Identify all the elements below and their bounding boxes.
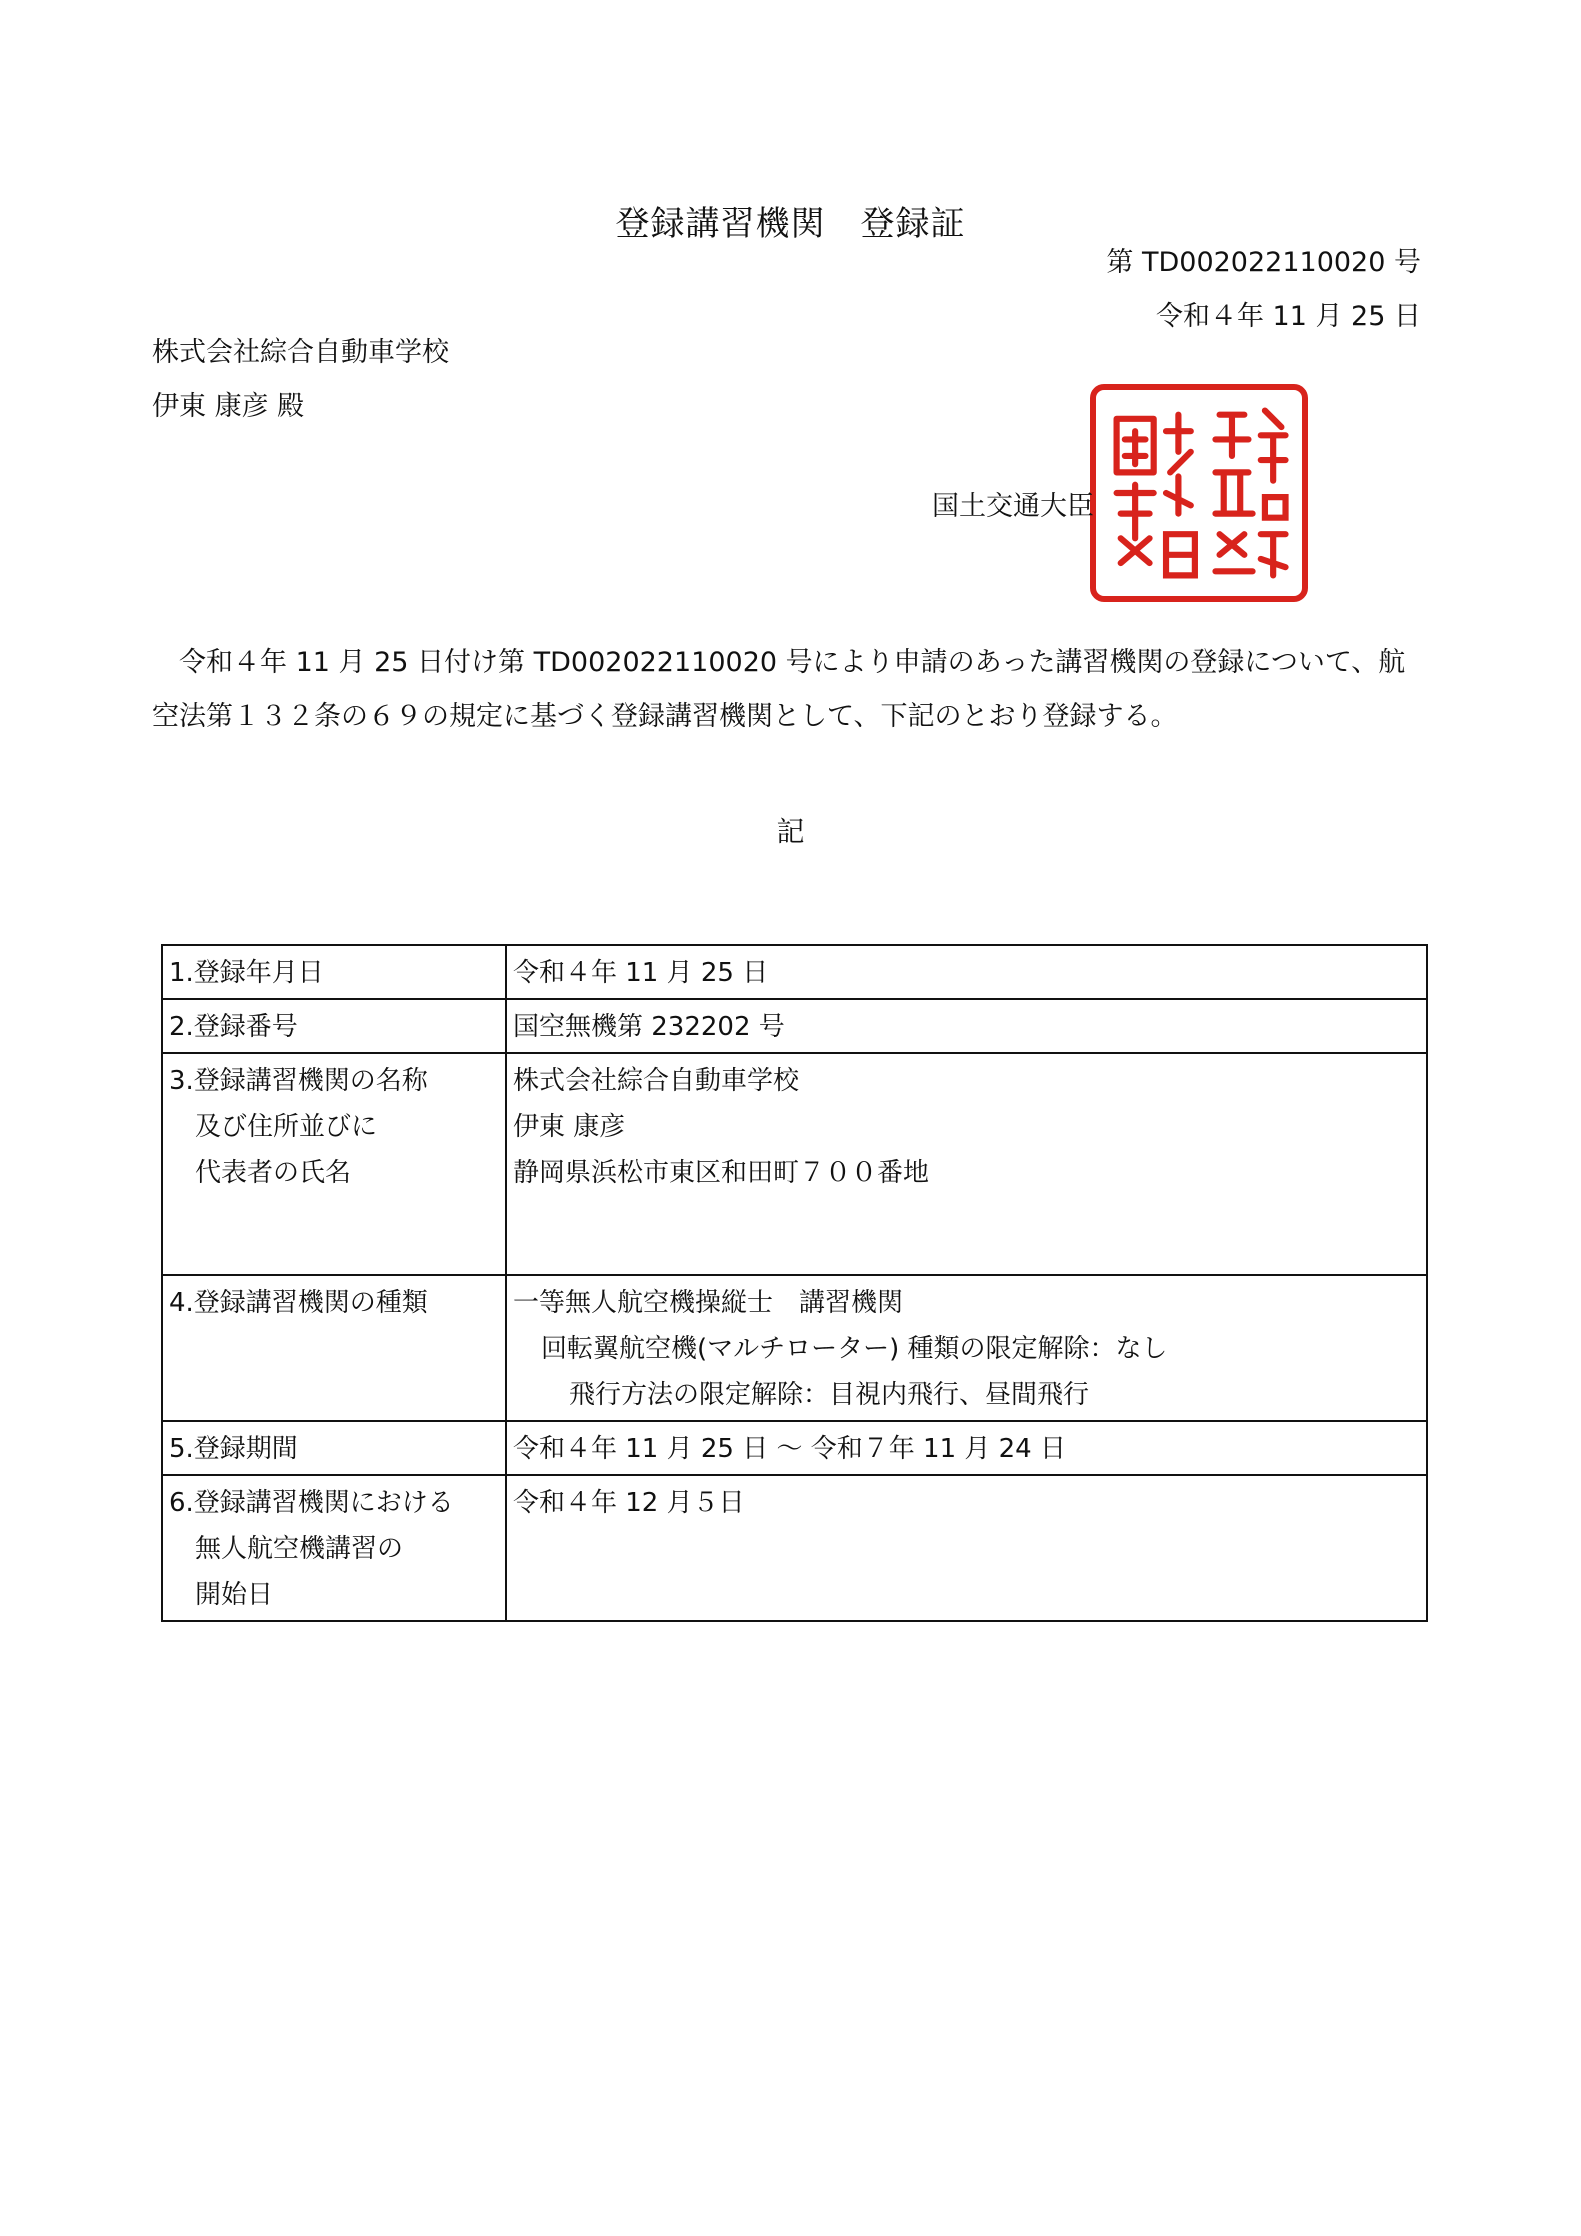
row-value: 株式会社綜合自動車学校 伊東 康彦 静岡県浜松市東区和田町７００番地 xyxy=(506,1053,1427,1275)
body-text: 令和４年 11 月 25 日付け第 TD002022110020 号により申請のあった講習機関の登録について、航空法第１３２条の６９の規定に基づく登録講習機関として、下記のとおり登録する。 xyxy=(152,647,1406,732)
row-label: 4.登録講習機関の種類 xyxy=(162,1275,506,1421)
row-value: 令和４年 11 月 25 日 ～ 令和７年 11 月 24 日 xyxy=(506,1421,1427,1475)
issuer-title: 国土交通大臣 xyxy=(932,491,1094,522)
row-value: 令和４年 12 月５日 xyxy=(506,1475,1427,1621)
registration-table xyxy=(161,944,1428,1622)
row-value: 一等無人航空機操縦士 講習機関 回転翼航空機(マルチローター) 種類の限定解除：なし 飛行方法の限定解除：目視内飛行、昼間飛行 xyxy=(506,1275,1427,1421)
table-row xyxy=(162,1053,1427,1275)
row-label: 1.登録年月日 xyxy=(162,945,506,999)
row-label: 3.登録講習機関の名称 及び住所並びに 代表者の氏名 xyxy=(162,1053,506,1275)
table-row xyxy=(162,1475,1427,1621)
row-value: 国空無機第 232202 号 xyxy=(506,999,1427,1053)
row-label: 5.登録期間 xyxy=(162,1421,506,1475)
row-value: 令和４年 11 月 25 日 xyxy=(506,945,1427,999)
table-row xyxy=(162,945,1427,999)
row-label: 6.登録講習機関における 無人航空機講習の 開始日 xyxy=(162,1475,506,1621)
table-row xyxy=(162,1275,1427,1421)
addressee-name: 伊東 康彦 殿 xyxy=(152,391,305,422)
issue-date: 令和４年 11 月 25 日 xyxy=(1155,301,1421,332)
table-row xyxy=(162,999,1427,1053)
ki-heading: 記 xyxy=(776,815,805,848)
row-label: 2.登録番号 xyxy=(162,999,506,1053)
addressee-company: 株式会社綜合自動車学校 xyxy=(152,337,449,368)
document-number: 第 TD002022110020 号 xyxy=(1106,247,1421,278)
official-seal-icon xyxy=(1090,384,1308,602)
document-title: 登録講習機関 登録証 xyxy=(615,204,966,244)
body-paragraph xyxy=(152,636,1422,744)
table-row xyxy=(162,1421,1427,1475)
